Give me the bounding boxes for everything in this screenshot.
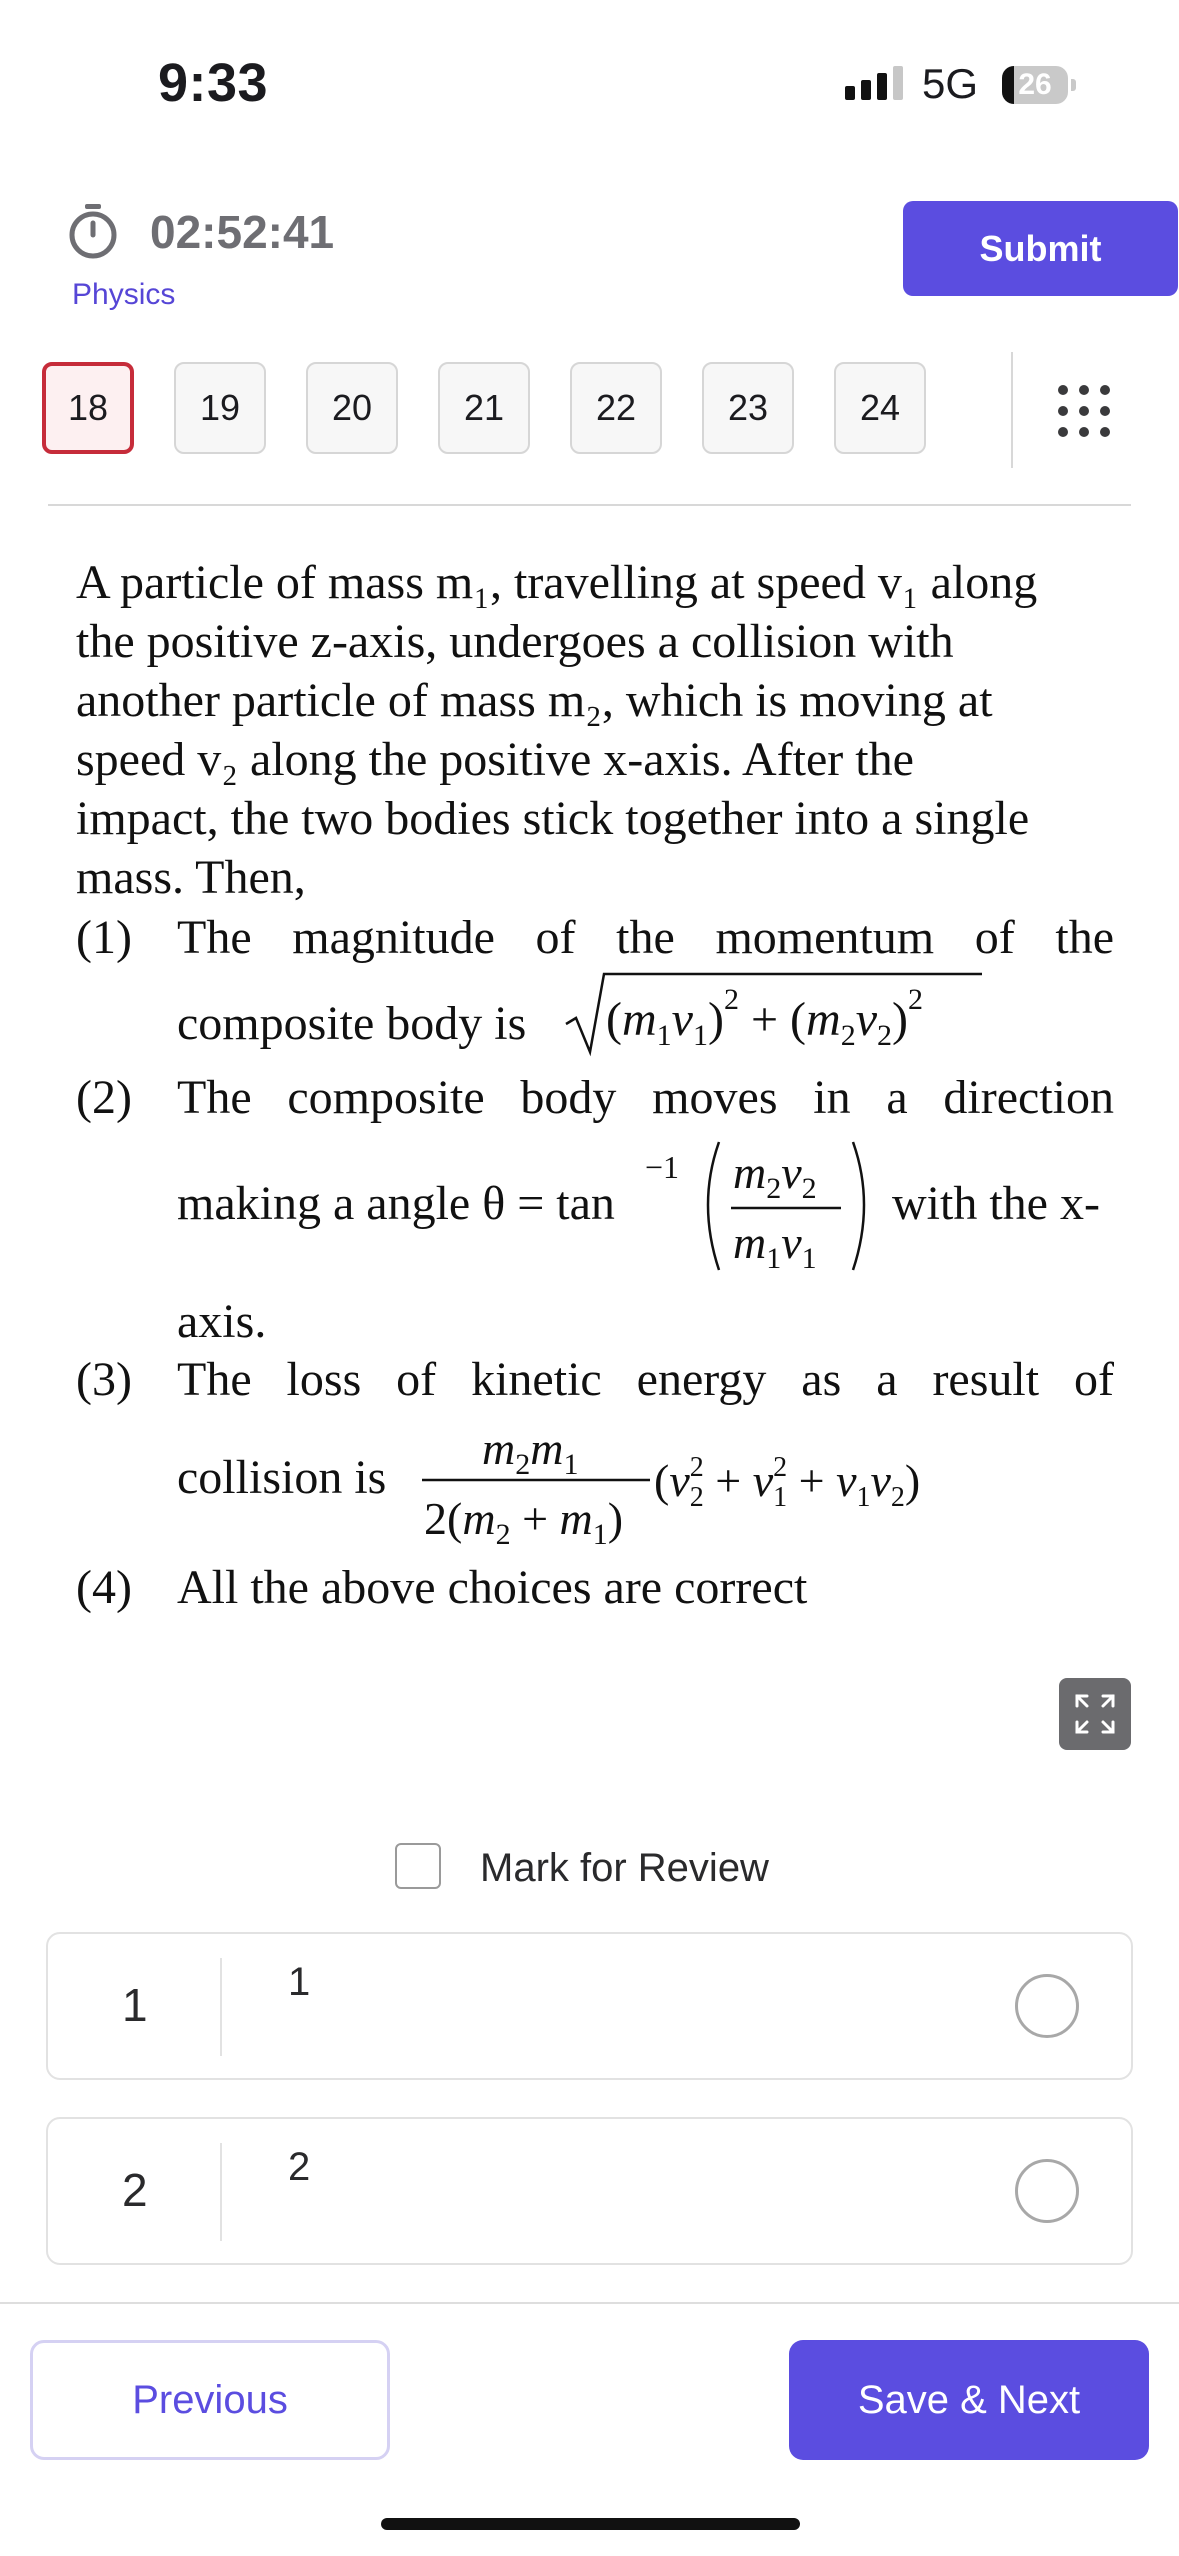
question-number-22[interactable]: 22 [570,362,662,454]
option-number: (1) [76,911,132,964]
stem-line: impact, the two bodies stick together into a single [76,792,1030,845]
countdown-timer: 02:52:41 [150,206,335,258]
divider [48,504,1131,506]
kinetic-energy-formula [418,1416,998,1556]
option-text: axis. [177,1295,267,1348]
expand-icon[interactable] [1059,1678,1131,1750]
svg-text:−1: −1 [645,1149,680,1185]
svg-text:m2v2: $m_2v_2$ [733,1147,817,1205]
save-and-next-button[interactable]: Save & Next [789,2340,1149,2460]
answer-option[interactable] [46,2117,1133,2265]
option-text: making a angle θ = tan [177,1177,615,1230]
option-text: with the x- [892,1177,1100,1230]
question-number-21[interactable]: 21 [438,362,530,454]
answer-option[interactable] [46,1932,1133,2080]
stem-line: the positive z-axis, undergoes a collision with [76,615,954,668]
battery-level: 26 [1018,68,1052,101]
footer-divider [0,2302,1179,2304]
answer-index: 1 [122,1979,148,2031]
stem-line: another particle of mass m₂, which is moving at [76,674,993,727]
palette-divider [1011,352,1013,468]
option-text: The composite body moves in a direction [177,1071,1114,1124]
question-number-23[interactable]: 23 [702,362,794,454]
answer-text: 2 [288,2145,311,2189]
answer-index: 2 [122,2164,148,2216]
option-text: The magnitude of the momentum of the [177,911,1114,964]
option-text: All the above choices are correct [177,1561,808,1614]
home-indicator[interactable] [381,2518,800,2530]
answer-radio[interactable] [1015,1974,1079,2038]
signal-icon [845,66,903,100]
option-number: (3) [76,1353,132,1406]
status-time: 9:33 [158,53,269,113]
answer-radio[interactable] [1015,2159,1079,2223]
answer-separator [220,1958,222,2056]
svg-text:m2m1: $m_2m_1$ [482,1423,579,1481]
mark-for-review-checkbox[interactable] [395,1843,441,1889]
question-number-19[interactable]: 19 [174,362,266,454]
stopwatch-icon [68,203,118,259]
network-label: 5G [922,60,979,107]
stem-line: mass. Then, [76,851,306,904]
svg-text:(m1v1)2 + (m2v2)2: $(m_1v_1)^2 + (m_2v_2)^2$ [606,983,923,1052]
grid-dots-icon[interactable] [1058,385,1110,437]
question-number-20[interactable]: 20 [306,362,398,454]
svg-text:2(m2 + m1): $2(m_2 + m_1)$ [424,1493,624,1551]
option-text: The loss of kinetic energy as a result of [177,1353,1114,1406]
option-text: collision is [177,1451,387,1504]
battery-icon [1002,66,1068,104]
question-palette [42,362,926,454]
answer-separator [220,2143,222,2241]
question-number-24[interactable]: 24 [834,362,926,454]
subject-label[interactable]: Physics [72,278,176,311]
momentum-formula [562,958,982,1058]
svg-text:(v22 + v21 + v1v2): ($v^2$ $2 + v^2$ $1 + v_1v_2$) [654,1452,921,1513]
svg-text:m1v1: $m_1v_1$ [733,1217,817,1275]
stem-line: A particle of mass m₁, travelling at speed v₁ along [76,556,1038,609]
stem-line: speed v₂ along the positive x-axis. After the [76,733,914,786]
answer-text: 1 [288,1960,311,2004]
mark-for-review-label[interactable]: Mark for Review [480,1846,769,1890]
option-number: (4) [76,1561,132,1614]
submit-button[interactable]: Submit [903,201,1178,296]
option-number: (2) [76,1071,132,1124]
previous-button[interactable]: Previous [30,2340,390,2460]
question-stem [76,553,1114,907]
question-number-18[interactable]: 18 [42,362,134,454]
option-text: composite body is [177,997,527,1050]
angle-formula [645,1130,885,1280]
